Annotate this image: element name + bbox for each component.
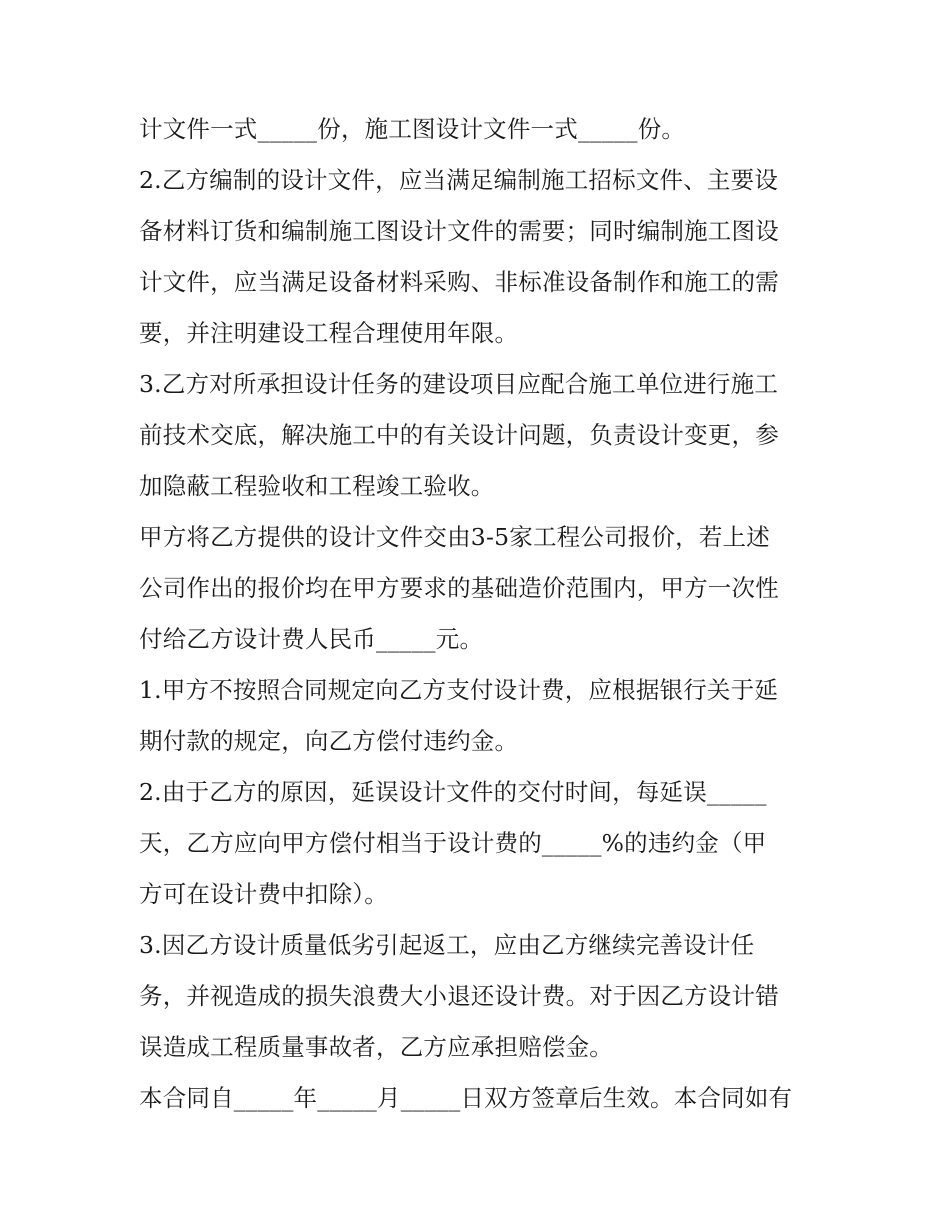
contract-body-text (139, 104, 829, 1124)
text-line: 加隐蔽工程验收和工程竣工验收。 (139, 472, 495, 500)
text-line: 2.由于乙方的原因，延误设计文件的交付时间，每延误_____ (139, 778, 767, 806)
text-line: 1.甲方不按照合同规定向乙方支付设计费，应根据银行关于延 (139, 676, 779, 704)
text-line: 公司作出的报价均在甲方要求的基础造价范围内，甲方一次性 (139, 574, 779, 602)
text-line: 计文件一式_____份，施工图设计文件一式_____份。 (139, 115, 686, 143)
text-line: 计文件，应当满足设备材料采购、非标准设备制作和施工的需 (139, 268, 779, 296)
text-line: 3.乙方对所承担设计任务的建设项目应配合施工单位进行施工 (139, 370, 779, 398)
text-line: 误造成工程质量事故者，乙方应承担赔偿金。 (139, 1033, 613, 1061)
text-line: 方可在设计费中扣除）。 (139, 880, 388, 908)
text-line: 前技术交底，解决施工中的有关设计问题，负责设计变更，参 (139, 421, 779, 449)
text-line: 甲方将乙方提供的设计文件交由3-5家工程公司报价，若上述 (139, 523, 770, 551)
text-line: 要，并注明建设工程合理使用年限。 (139, 319, 519, 347)
text-line: 本合同自_____年_____月_____日双方签章后生效。本合同如有 (139, 1084, 793, 1112)
text-line: 3.因乙方设计质量低劣引起返工，应由乙方继续完善设计任 (139, 931, 755, 959)
text-line: 2.乙方编制的设计文件，应当满足编制施工招标文件、主要设 (139, 166, 779, 194)
text-line: 务，并视造成的损失浪费大小退还设计费。对于因乙方设计错 (139, 982, 779, 1010)
text-line: 天，乙方应向甲方偿付相当于设计费的_____%的违约金（甲 (139, 829, 767, 857)
text-line: 付给乙方设计费人民币_____元。 (139, 625, 484, 653)
text-line: 备材料订货和编制施工图设计文件的需要；同时编制施工图设 (139, 217, 779, 245)
text-line: 期付款的规定，向乙方偿付违约金。 (139, 727, 519, 755)
